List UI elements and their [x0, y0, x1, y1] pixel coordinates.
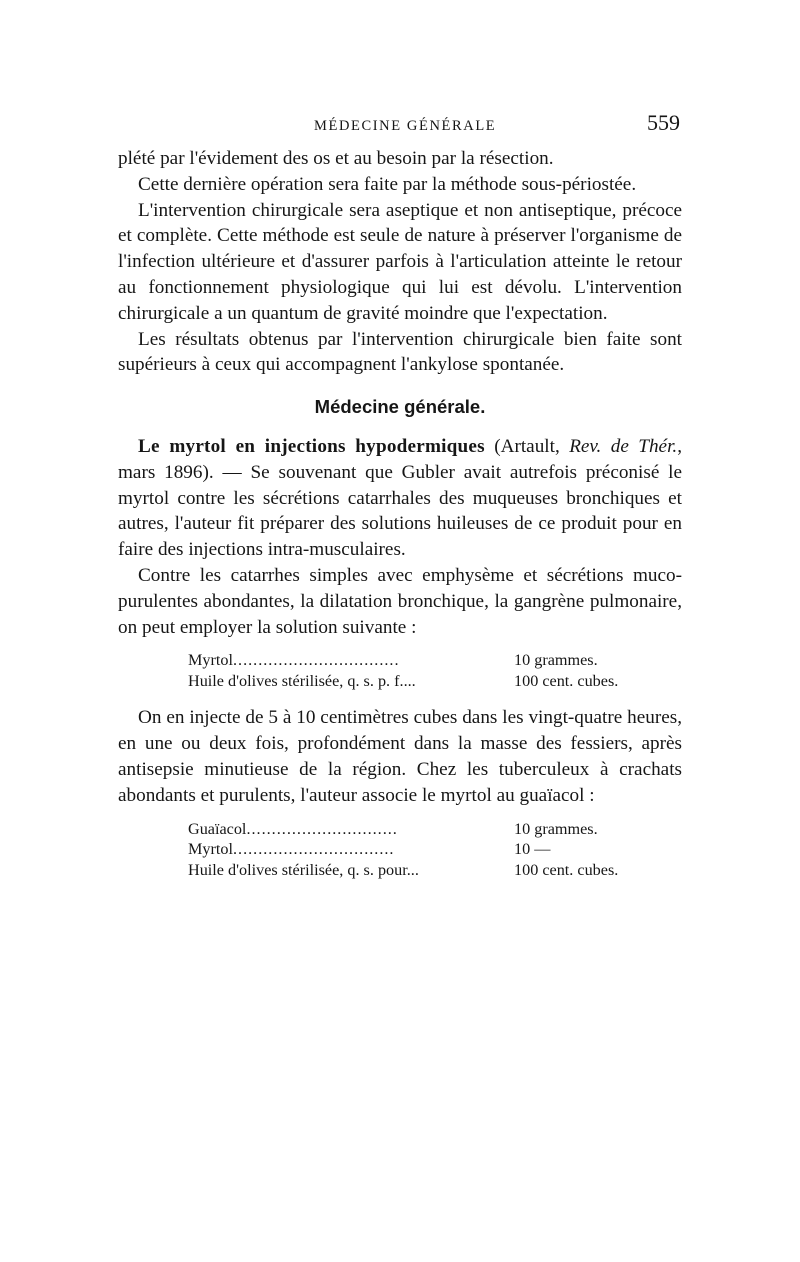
ingredient-name: Huile d'olives stérilisée, q. s. pour...	[188, 860, 419, 879]
ingredient-quantity: 100 cent. cubes.	[514, 860, 619, 879]
article-intro	[118, 434, 682, 563]
paragraph: Contre les catarrhes simples avec emphysème et sécrétions muco-purulentes abondantes, la dilatation bronchique, la gangrène pulmonaire, on peut employer la solution suivante :	[118, 564, 682, 638]
formula-row	[188, 860, 682, 881]
ingredient-name: Guaïacol	[188, 819, 247, 838]
article-title: Le myrtol en injections hypodermiques	[138, 435, 485, 457]
formula-row	[188, 819, 682, 840]
formula-table	[188, 819, 682, 881]
formula-row	[188, 650, 682, 671]
ingredient-name: Huile d'olives stérilisée, q. s. p. f....	[188, 671, 416, 690]
ingredient-quantity: 10 grammes.	[514, 819, 598, 838]
article-body: Se souvenant que Gubler avait autrefois préconisé le myrtol contre les sécrétions catarrhales des muqueuses bronchiques et autres, l'auteur fit préparer des solutions huileuses de ce produit pour en faire des injections intra-musculaires.	[118, 461, 682, 561]
leader-dots: ..............................	[246, 819, 398, 838]
journal-name: Rev. de Thér.	[569, 435, 678, 457]
paragraph: Les résultats obtenus par l'intervention chirurgicale bien faite sont supérieurs à ceux qui accompagnent l'ankylose spontanée.	[118, 328, 682, 376]
ingredient-quantity: 100 cent. cubes.	[514, 671, 619, 690]
formula-row	[188, 671, 682, 692]
paragraph: L'intervention chirurgicale sera aseptique et non antiseptique, précoce et complète. Cette méthode est seule de nature à préserver l'organisme de l'infection ultérieure et d'assurer parfois à l'articulation atteinte le retour au fonctionnement physiologique qui lui est dévolu. L'intervention chirurgicale a un quantum de gravité moindre que l'expectation.	[118, 199, 682, 324]
formula-table	[188, 650, 682, 691]
citation-open: (Artault,	[484, 435, 570, 457]
paragraph-continuation: plété par l'évidement des os et au besoin par la résection.	[118, 148, 554, 169]
running-title: MÉDECINE GÉNÉRALE	[314, 118, 497, 134]
ingredient-quantity: 10 grammes.	[514, 651, 598, 670]
leader-dots: .................................	[232, 651, 400, 670]
paragraph: On en injecte de 5 à 10 centimètres cubes dans les vingt-quatre heures, en une ou deux fois, profondément dans la masse des fessiers, après antisepsie minutieuse de la région. Chez les tuberculeux à crachats abondants et purulents, l'auteur associe le myrtol au guaïacol :	[118, 707, 682, 806]
body-text	[118, 146, 682, 894]
page-header	[118, 112, 680, 142]
ingredient-quantity: 10 —	[514, 840, 551, 859]
ingredient-name: Myrtol	[188, 651, 233, 670]
section-heading: Médecine générale.	[314, 396, 486, 418]
leader-dots: ................................	[232, 840, 395, 859]
ingredient-name: Myrtol	[188, 840, 233, 859]
paragraph: Cette dernière opération sera faite par la méthode sous-périostée.	[138, 173, 637, 195]
formula-row	[188, 839, 682, 860]
citation-close: , mars 1896). —	[118, 435, 682, 483]
page-number: 559	[647, 110, 680, 135]
